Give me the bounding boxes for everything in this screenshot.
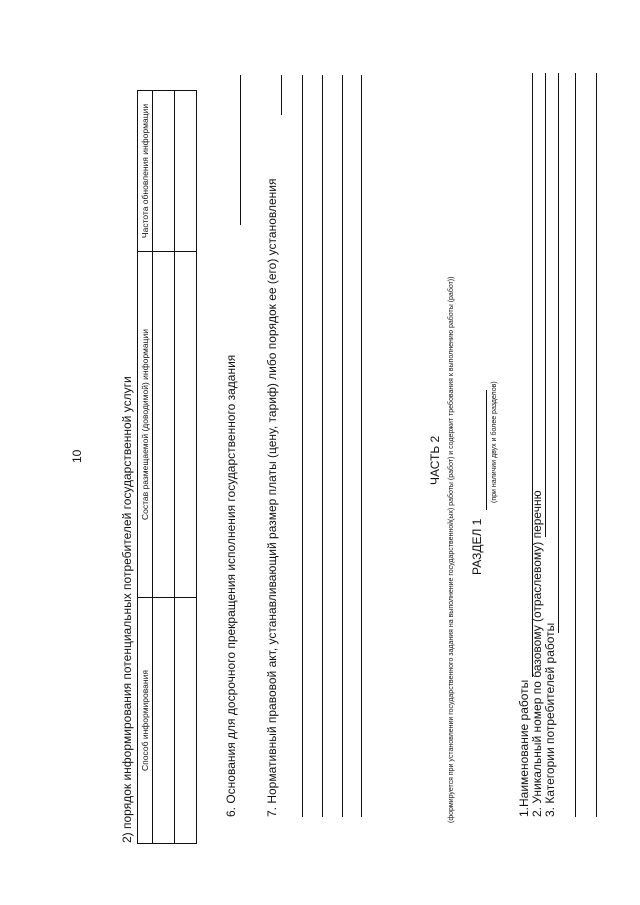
blank-line (322, 75, 323, 817)
blank-line (596, 73, 597, 817)
page-number: 10 (70, 449, 84, 463)
item6-text: 6. Основания для досрочного прекращения исполнения государственного задания (224, 354, 238, 817)
work-consumers-line (558, 73, 559, 633)
work-number-line (545, 73, 546, 537)
table-row (175, 91, 197, 844)
table-header-row (138, 91, 153, 844)
item7-fill-line (281, 75, 282, 115)
blank-line (575, 73, 576, 817)
table-cell (175, 91, 197, 252)
table-header-content: Состав размещаемой (доводимой) информации (138, 252, 153, 598)
work-consumers-label: 3. Категории потребителей работы (543, 622, 557, 817)
blank-line (342, 75, 343, 817)
item7-text: 7. Нормативный правовой акт, устанавливающий размер платы (цену, тариф) либо порядок ее (его) установления (265, 178, 279, 817)
part2-title: ЧАСТЬ 2 (428, 435, 442, 485)
table-cell (153, 598, 175, 844)
item6-fill-line (240, 75, 241, 225)
informing-table (137, 90, 197, 844)
table-header-frequency: Частота обновления информации (138, 91, 153, 252)
razdel-note: (при наличии двух и более разделов) (491, 381, 498, 503)
razdel-line (486, 390, 487, 510)
razdel-label: РАЗДЕЛ 1 (470, 518, 484, 575)
blank-line (302, 75, 303, 817)
work-number-label: 2. Уникальный номер по базовому (отраслевому) перечню (530, 490, 544, 817)
table-cell (175, 598, 197, 844)
table-cell (153, 252, 175, 598)
section2-heading: 2) порядок информирования потенциальных потребителей государственной услуги (120, 376, 134, 843)
table-cell (175, 252, 197, 598)
part2-note: (формируется при установлении государственного задания на выполнение государственной(ых) работы (работ) и содержит требования к выполнению работы (работ)) (448, 276, 455, 823)
blank-line (361, 75, 362, 817)
work-name-label: 1.Наименование работы (517, 679, 531, 817)
table-row (153, 91, 175, 844)
table-cell (153, 91, 175, 252)
table-header-method: Способ информирования (138, 598, 153, 844)
